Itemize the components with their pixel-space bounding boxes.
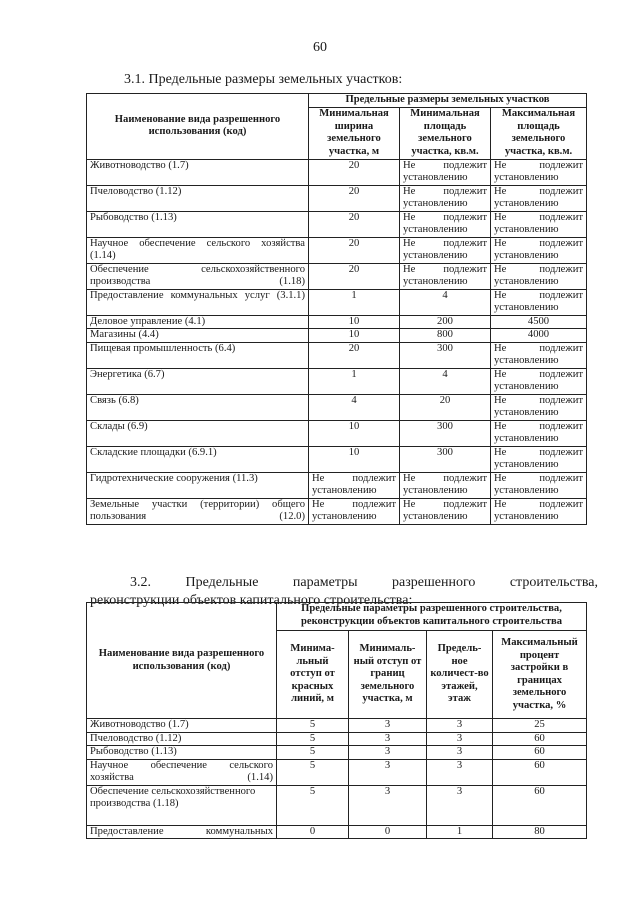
min-width-cell: 20: [309, 342, 400, 368]
use-type-cell: Научное обеспечение сельского хозяйства (1.14): [87, 759, 277, 785]
col-header-use-type: Наименование вида разрешенного использования (код): [87, 603, 277, 719]
table-row: [87, 315, 587, 329]
not-set-line1: Не подлежит: [494, 159, 584, 171]
not-set-line2: установлению: [494, 407, 559, 418]
heading-word: строительства,: [509, 575, 598, 590]
use-type-cell: Складские площадки (6.9.1): [87, 446, 309, 472]
not-set-line1: Не подлежит: [312, 498, 396, 510]
max-area-cell: [491, 368, 587, 394]
min-area-cell: [400, 237, 491, 263]
max-coverage-cell: 25: [493, 719, 587, 733]
max-coverage-cell: 80: [493, 825, 587, 839]
not-set-line1: Не подлежит: [494, 342, 584, 354]
max-floors-cell: 1: [427, 825, 493, 839]
section-1-heading: 3.1. Предельные размеры земельных участков:: [124, 72, 403, 87]
min-width-cell: 1: [309, 368, 400, 394]
not-set-line2: установлению: [494, 172, 559, 183]
land-plot-sizes-table: [86, 93, 587, 525]
max-floors-cell: 3: [427, 746, 493, 760]
min-width-cell: 4: [309, 394, 400, 420]
not-set-line1: Не подлежит: [494, 472, 584, 484]
section-2-heading-line2: реконструкции объектов капитального строительства:: [90, 593, 413, 608]
not-set-line2: установлению: [494, 224, 559, 235]
max-area-cell: [491, 472, 587, 498]
table-row: [87, 420, 587, 446]
use-type-cell: Научное обеспечение сельского хозяйства (1.14): [87, 237, 309, 263]
max-area-cell: 4000: [491, 329, 587, 343]
use-type-cell: Пищевая промышленность (6.4): [87, 342, 309, 368]
table-row: [87, 446, 587, 472]
max-coverage-cell: 60: [493, 746, 587, 760]
min-width-cell: 10: [309, 446, 400, 472]
table-row: [87, 211, 587, 237]
not-set-line2: установлению: [403, 224, 468, 235]
group-header: Предельные размеры земельных участков: [309, 94, 587, 108]
min-area-cell: [400, 263, 491, 289]
table-row: [87, 785, 587, 825]
red-line-offset-cell: 0: [277, 825, 349, 839]
red-line-offset-cell: 5: [277, 785, 349, 825]
min-width-cell: 20: [309, 159, 400, 185]
min-width-cell: 20: [309, 211, 400, 237]
table-row: [87, 263, 587, 289]
max-floors-cell: 3: [427, 785, 493, 825]
not-set-line2: установлению: [494, 381, 559, 392]
use-type-cell: Предоставление коммунальных услуг (3.1.1): [87, 289, 309, 315]
min-area-cell: [400, 472, 491, 498]
not-set-line2: установлению: [312, 485, 377, 496]
not-set-line2: установлению: [403, 198, 468, 209]
min-area-cell: 4: [400, 289, 491, 315]
max-area-cell: [491, 185, 587, 211]
col-header-red-line-offset: Минима-льный отступ от красных линий, м: [277, 631, 349, 719]
col-header-min-width: Минимальная ширина земельного участка, м: [309, 107, 400, 159]
red-line-offset-cell: 5: [277, 719, 349, 733]
not-set-line1: Не подлежит: [403, 498, 487, 510]
max-area-cell: [491, 263, 587, 289]
not-set-line2: установлению: [403, 485, 468, 496]
table-row: [87, 394, 587, 420]
not-set-line2: установлению: [403, 250, 468, 261]
min-area-cell: 300: [400, 446, 491, 472]
border-offset-cell: 3: [349, 719, 427, 733]
min-area-cell: 20: [400, 394, 491, 420]
red-line-offset-cell: 5: [277, 759, 349, 785]
use-type-cell: Магазины (4.4): [87, 329, 309, 343]
not-set-line1: Не подлежит: [494, 185, 584, 197]
use-type-cell: Энергетика (6.7): [87, 368, 309, 394]
min-area-cell: [400, 211, 491, 237]
col-header-use-type: Наименование вида разрешенного использования (код): [87, 94, 309, 160]
min-area-cell: 300: [400, 342, 491, 368]
heading-word: разрешенного: [392, 575, 476, 590]
not-set-line1: Не подлежит: [403, 472, 487, 484]
border-offset-cell: 3: [349, 785, 427, 825]
heading-word: Предельные: [185, 575, 259, 590]
heading-word: параметры: [292, 575, 358, 590]
construction-params-table: [86, 602, 587, 839]
max-area-cell: [491, 420, 587, 446]
table-row: [87, 237, 587, 263]
max-coverage-cell: 60: [493, 759, 587, 785]
col-header-border-offset: Минималь-ный отступ от границ земельного участка, м: [349, 631, 427, 719]
use-type-cell: Земельные участки (территории) общего пользования (12.0): [87, 498, 309, 524]
not-set-line1: Не подлежит: [494, 263, 584, 275]
not-set-line2: установлению: [494, 250, 559, 261]
col-header-max-coverage: Максимальный процент застройки в границах земельного участка, %: [493, 631, 587, 719]
not-set-line2: установлению: [494, 302, 559, 313]
heading-word: 3.2.: [130, 575, 151, 590]
red-line-offset-cell: 5: [277, 746, 349, 760]
min-area-cell: 800: [400, 329, 491, 343]
max-area-cell: 4500: [491, 315, 587, 329]
max-floors-cell: 3: [427, 759, 493, 785]
min-area-cell: [400, 498, 491, 524]
min-width-cell: 10: [309, 420, 400, 446]
table-row: [87, 329, 587, 343]
use-type-cell: Животноводство (1.7): [87, 719, 277, 733]
table-row: [87, 342, 587, 368]
not-set-line1: Не подлежит: [494, 420, 584, 432]
min-area-cell: [400, 159, 491, 185]
not-set-line1: Не подлежит: [494, 498, 584, 510]
col-header-max-area: Максимальная площадь земельного участка, кв.м.: [491, 107, 587, 159]
max-floors-cell: 3: [427, 732, 493, 746]
not-set-line2: установлению: [494, 459, 559, 470]
max-area-cell: [491, 289, 587, 315]
table-row: [87, 825, 587, 839]
table-row: [87, 159, 587, 185]
min-width-cell: [309, 498, 400, 524]
min-width-cell: 1: [309, 289, 400, 315]
min-area-cell: 4: [400, 368, 491, 394]
not-set-line2: установлению: [312, 511, 377, 522]
use-type-cell: Рыбоводство (1.13): [87, 746, 277, 760]
use-type-cell: Рыбоводство (1.13): [87, 211, 309, 237]
border-offset-cell: 3: [349, 746, 427, 760]
not-set-line1: Не подлежит: [494, 211, 584, 223]
border-offset-cell: 3: [349, 732, 427, 746]
table-row: [87, 368, 587, 394]
not-set-line1: Не подлежит: [403, 185, 487, 197]
use-type-cell: Животноводство (1.7): [87, 159, 309, 185]
max-floors-cell: 3: [427, 719, 493, 733]
table-row: [87, 472, 587, 498]
not-set-line1: Не подлежит: [494, 446, 584, 458]
group-header: Предельные параметры разрешенного строительства, реконструкции объектов капитального строительства: [277, 603, 587, 631]
table-row: [87, 759, 587, 785]
min-width-cell: 10: [309, 315, 400, 329]
not-set-line1: Не подлежит: [312, 472, 396, 484]
border-offset-cell: 3: [349, 759, 427, 785]
not-set-line2: установлению: [494, 276, 559, 287]
not-set-line2: установлению: [494, 433, 559, 444]
max-area-cell: [491, 342, 587, 368]
max-coverage-cell: 60: [493, 785, 587, 825]
table-row: [87, 719, 587, 733]
not-set-line2: установлению: [494, 355, 559, 366]
col-header-max-floors: Предель-ное количест-во этажей, этаж: [427, 631, 493, 719]
max-area-cell: [491, 446, 587, 472]
red-line-offset-cell: 5: [277, 732, 349, 746]
not-set-line2: установлению: [403, 172, 468, 183]
use-type-cell: Пчеловодство (1.12): [87, 732, 277, 746]
not-set-line2: установлению: [494, 511, 559, 522]
max-area-cell: [491, 498, 587, 524]
table-row: [87, 289, 587, 315]
min-area-cell: 200: [400, 315, 491, 329]
not-set-line1: Не подлежит: [494, 289, 584, 301]
max-area-cell: [491, 211, 587, 237]
table-row: [87, 732, 587, 746]
use-type-cell: Предоставление коммунальных: [87, 825, 277, 839]
not-set-line2: установлению: [403, 276, 468, 287]
not-set-line2: установлению: [494, 485, 559, 496]
max-area-cell: [491, 394, 587, 420]
not-set-line1: Не подлежит: [494, 394, 584, 406]
min-width-cell: 20: [309, 237, 400, 263]
max-coverage-cell: 60: [493, 732, 587, 746]
max-area-cell: [491, 159, 587, 185]
use-type-cell: Склады (6.9): [87, 420, 309, 446]
min-width-cell: [309, 472, 400, 498]
not-set-line2: установлению: [494, 198, 559, 209]
use-type-cell: Обеспечение сельскохозяйственного производства (1.18): [87, 263, 309, 289]
min-area-cell: [400, 185, 491, 211]
min-width-cell: 20: [309, 185, 400, 211]
border-offset-cell: 0: [349, 825, 427, 839]
use-type-cell: Гидротехнические сооружения (11.3): [87, 472, 309, 498]
not-set-line1: Не подлежит: [494, 368, 584, 380]
use-type-cell: Связь (6.8): [87, 394, 309, 420]
col-header-min-area: Минимальная площадь земельного участка, кв.м.: [400, 107, 491, 159]
table-row: [87, 185, 587, 211]
use-type-cell: Обеспечение сельскохозяйственного производства (1.18): [87, 785, 277, 825]
not-set-line1: Не подлежит: [403, 159, 487, 171]
not-set-line1: Не подлежит: [403, 211, 487, 223]
table-row: [87, 498, 587, 524]
min-width-cell: 20: [309, 263, 400, 289]
min-width-cell: 10: [309, 329, 400, 343]
page-number: 60: [313, 40, 327, 55]
not-set-line1: Не подлежит: [494, 237, 584, 249]
use-type-cell: Пчеловодство (1.12): [87, 185, 309, 211]
max-area-cell: [491, 237, 587, 263]
min-area-cell: 300: [400, 420, 491, 446]
not-set-line2: установлению: [403, 511, 468, 522]
not-set-line1: Не подлежит: [403, 263, 487, 275]
use-type-cell: Деловое управление (4.1): [87, 315, 309, 329]
table-row: [87, 746, 587, 760]
not-set-line1: Не подлежит: [403, 237, 487, 249]
